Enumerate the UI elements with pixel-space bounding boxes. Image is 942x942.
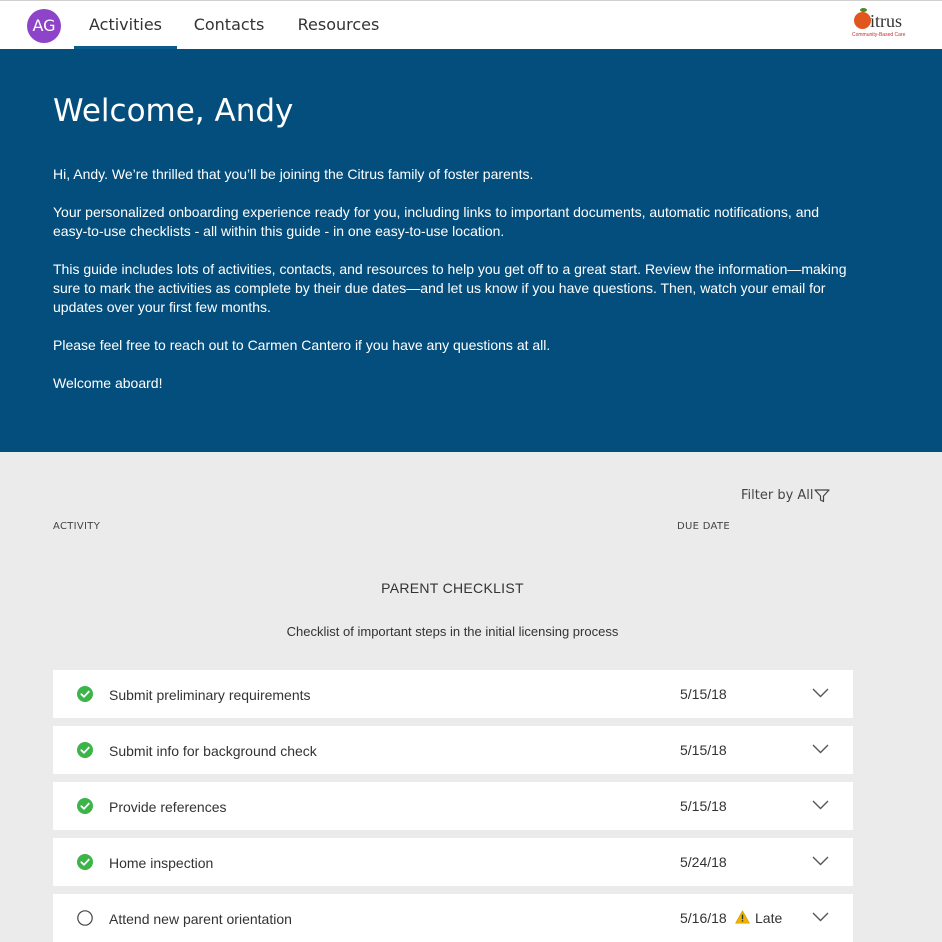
tab-activities[interactable]: Activities <box>74 1 177 49</box>
due-date: 5/15/18 <box>680 798 727 814</box>
check-circle-icon[interactable] <box>77 798 93 814</box>
welcome-banner <box>0 49 942 452</box>
column-header-due-date: DUE DATE <box>677 521 730 532</box>
chevron-down-icon[interactable] <box>812 743 829 755</box>
activity-label: Submit info for background check <box>109 743 317 759</box>
logo-subtext: Community-Based Care <box>852 32 906 38</box>
check-circle-icon[interactable] <box>77 742 93 758</box>
due-date: 5/16/18 <box>680 910 727 926</box>
activity-label: Home inspection <box>109 855 214 871</box>
avatar[interactable]: AG <box>27 9 61 43</box>
filter-icon[interactable] <box>814 489 830 503</box>
due-date: 5/15/18 <box>680 742 727 758</box>
activity-label: Attend new parent orientation <box>109 911 292 927</box>
top-nav <box>0 0 942 49</box>
activity-label: Submit preliminary requirements <box>109 687 311 703</box>
due-date: 5/15/18 <box>680 686 727 702</box>
empty-circle-icon[interactable] <box>77 910 93 926</box>
chevron-down-icon[interactable] <box>812 855 829 867</box>
page-title: Welcome, Andy <box>53 93 294 129</box>
due-date: 5/24/18 <box>680 854 727 870</box>
welcome-paragraph: Welcome aboard! <box>53 375 163 391</box>
section-description: Checklist of important steps in the initial licensing process <box>286 624 619 639</box>
tab-contacts[interactable]: Contacts <box>193 15 265 34</box>
column-header-activity: ACTIVITY <box>53 521 101 532</box>
chevron-down-icon[interactable] <box>812 799 829 811</box>
list-item[interactable] <box>53 726 853 774</box>
logo-text: itrus <box>870 11 903 31</box>
late-label: Late <box>755 910 783 926</box>
tab-resources[interactable]: Resources <box>297 15 380 34</box>
list-item[interactable] <box>53 894 853 942</box>
filter-button[interactable]: Filter by All <box>741 488 814 503</box>
welcome-paragraph: Please feel free to reach out to Carmen Cantero if you have any questions at all. <box>53 337 551 353</box>
leaf-icon <box>860 8 867 12</box>
welcome-paragraph: Your personalized onboarding experience ready for you, including links to important documents, automatic notifications, and easy-to-use checklists - all within this guide - in one easy-to-use location. <box>53 204 820 239</box>
list-item[interactable] <box>53 838 853 886</box>
citrus-logo <box>848 8 918 44</box>
warning-icon <box>735 910 750 924</box>
check-circle-icon[interactable] <box>77 854 93 870</box>
section-title: PARENT CHECKLIST <box>381 580 524 596</box>
chevron-down-icon[interactable] <box>812 687 829 699</box>
orange-icon <box>854 12 871 29</box>
list-item[interactable] <box>53 670 853 718</box>
welcome-paragraph: Hi, Andy. We’re thrilled that you’ll be joining the Citrus family of foster parents. <box>53 166 534 182</box>
activity-label: Provide references <box>109 799 227 815</box>
check-circle-icon[interactable] <box>77 686 93 702</box>
list-item[interactable] <box>53 782 853 830</box>
chevron-down-icon[interactable] <box>812 911 829 923</box>
welcome-paragraph: This guide includes lots of activities, contacts, and resources to help you get off to a great start. Review the information—making sure to mark the activities as complete by their due dates—and let us know if you have questions. Then, watch your email for updates over your first few months. <box>53 261 847 315</box>
